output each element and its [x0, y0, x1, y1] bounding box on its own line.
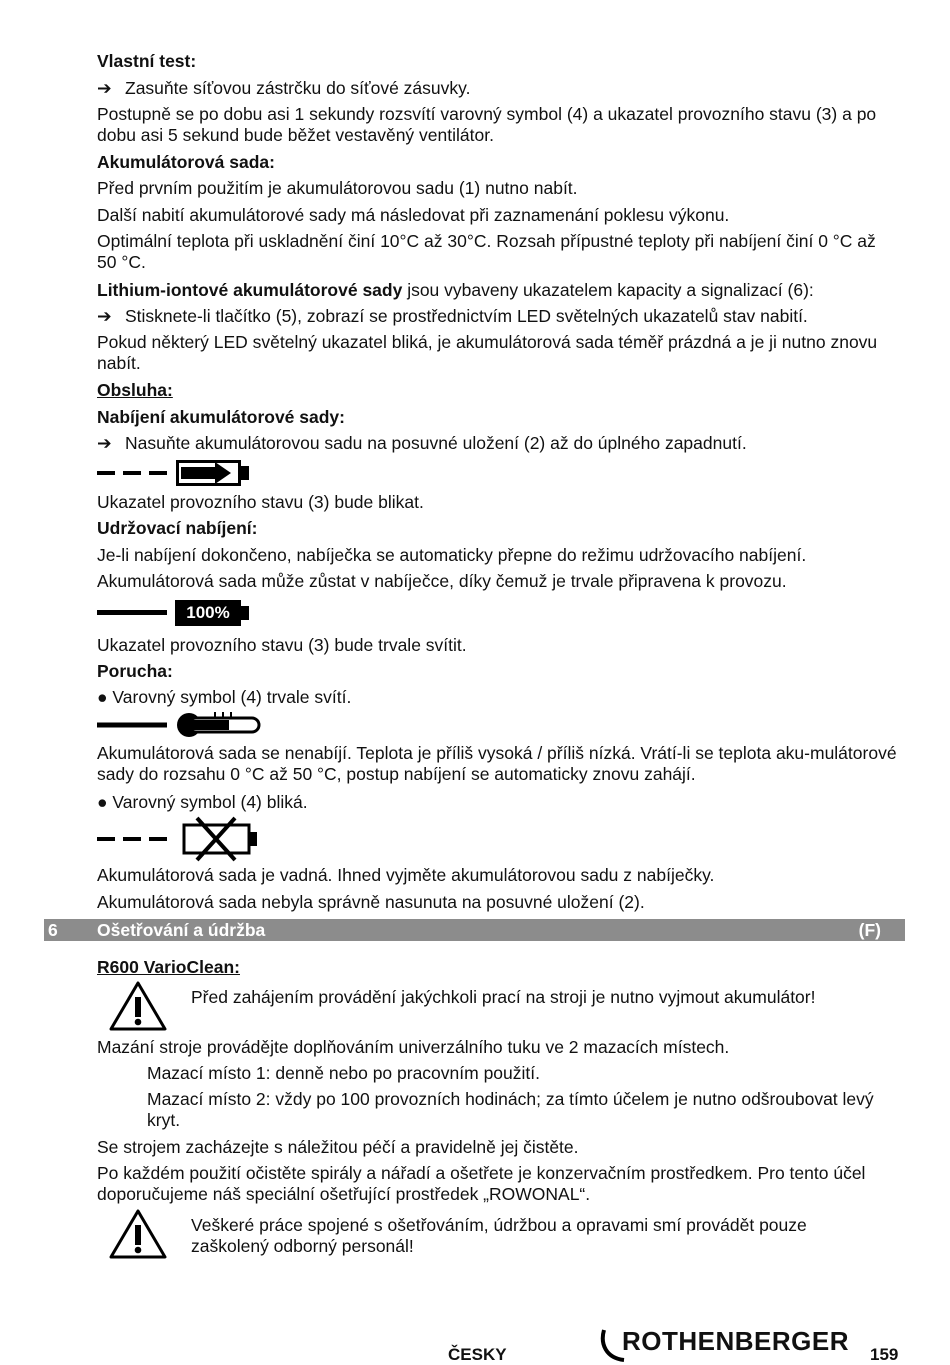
warning-triangle-icon	[108, 980, 168, 1032]
self-test-step-text: Zasuňte síťovou zástrčku do síťové zásuvky.	[125, 78, 471, 98]
fault2: ● Varovný symbol (4) bliká.	[97, 792, 308, 812]
battery-step-text: Stisknete-li tlačítko (5), zobrazí se prostřednictvím LED světelných ukazatelů stav nabití.	[125, 306, 808, 326]
section-header	[44, 919, 905, 941]
page-number: 159	[870, 1345, 899, 1364]
battery-full-label: 100%	[175, 600, 241, 626]
li-ion-paragraph	[97, 280, 897, 301]
thermometer-warning-icon	[97, 711, 267, 739]
maint-p2: Akumulátorová sada může zůstat v nabíječce, díky čemuž je trvale připravena k provozu.	[97, 571, 787, 591]
fault1-desc: Akumulátorová sada se nenabíjí. Teplota je příliš vysoká / příliš nízká. Vrátí-li se teplota aku-mulátorové sady do rozsahu 0 °C až 50 °C, postup nabíjení se automaticky znovu zahájí.	[97, 743, 897, 784]
arrow-right-icon: ➔	[97, 433, 112, 453]
model-heading: R600 VarioClean:	[97, 957, 240, 977]
li-ion-bold: Lithium-iontové akumulátorové sady	[97, 280, 403, 300]
arrow-right-icon: ➔	[97, 78, 112, 98]
fault2-desc2: Akumulátorová sada nebyla správně nasunuta na posuvné uložení (2).	[97, 892, 645, 912]
battery-p4: Pokud některý LED světelný ukazatel bliká, je akumulátorová sada téměř prázdná a je ji nutno znovu nabít.	[97, 332, 878, 373]
section-code: (F)	[858, 920, 881, 940]
fault-heading: Porucha:	[97, 661, 173, 681]
section-title: Ošetřování a údržba	[97, 920, 266, 940]
battery-p3: Optimální teplota při uskladnění činí 10°C až 30°C. Rozsah přípustné teploty při nabíjení činí 0 °C až 50 °C.	[97, 231, 876, 272]
self-test-step	[97, 78, 897, 99]
battery-step	[97, 306, 897, 327]
charging-step	[97, 433, 897, 454]
operation-heading: Obsluha:	[97, 380, 173, 400]
footer-language: ČESKY	[448, 1345, 507, 1364]
battery-full-icon	[97, 600, 257, 626]
care-p3: Po každém použití očistěte spirály a nářadí a ošetřete je konzervačním prostředkem. Pro tento účel doporučujeme náš speciální ošetřující prostředek „ROWONAL“.	[97, 1163, 866, 1204]
lube-point2: Mazací místo 2: vždy po 100 provozních hodinách; za tímto účelem je nutno odšroubovat levý kryt.	[147, 1089, 874, 1130]
care-p1: Mazání stroje provádějte doplňováním univerzálního tuku ve 2 mazacích místech.	[97, 1037, 730, 1057]
charging-step-text: Nasuňte akumulátorovou sadu na posuvné uložení (2) až do úplného zapadnutí.	[125, 433, 747, 453]
charging-indicator: Ukazatel provozního stavu (3) bude blikat.	[97, 492, 424, 512]
charging-heading: Nabíjení akumulátorové sady:	[97, 407, 345, 427]
maint-indicator: Ukazatel provozního stavu (3) bude trvale svítit.	[97, 635, 467, 655]
battery-p1: Před prvním použitím je akumulátorovou sadu (1) nutno nabít.	[97, 178, 578, 198]
charging-blink-icon	[97, 457, 257, 489]
warning-triangle-icon	[108, 1208, 168, 1260]
brand-name: ROTHENBERGER	[622, 1326, 850, 1356]
care-p2: Se strojem zacházejte s náležitou péčí a pravidelně jej čistěte.	[97, 1137, 579, 1157]
maint-p1: Je-li nabíjení dokončeno, nabíječka se automaticky přepne do režimu udržovacího nabíjení.	[97, 545, 807, 565]
maint-heading: Udržovací nabíjení:	[97, 518, 258, 538]
warning2-text: Veškeré práce spojené s ošetřováním, údržbou a opravami smí provádět pouze zaškolený odborný personál!	[191, 1215, 807, 1256]
arrow-right-icon: ➔	[97, 306, 112, 326]
self-test-heading: Vlastní test:	[97, 51, 197, 71]
section-number: 6	[48, 920, 58, 940]
battery-p2: Další nabití akumulátorové sady má následovat při zaznamenání poklesu výkonu.	[97, 205, 730, 225]
li-ion-rest: jsou vybaveny ukazatelem kapacity a signalizací (6):	[402, 280, 814, 300]
battery-defect-icon	[97, 816, 267, 862]
fault2-desc1: Akumulátorová sada je vadná. Ihned vyjměte akumulátorovou sadu z nabíječky.	[97, 865, 715, 885]
fault1: ● Varovný symbol (4) trvale svítí.	[97, 687, 352, 707]
battery-heading: Akumulátorová sada:	[97, 152, 275, 172]
self-test-desc: Postupně se po dobu asi 1 sekundy rozsvítí varovný symbol (4) a ukazatel provozního stavu (3) a po dobu asi 5 sekund bude běžet vestavěný ventilátor.	[97, 104, 877, 145]
warning1-text: Před zahájením provádění jakýchkoli prací na stroji je nutno vyjmout akumulátor!	[191, 987, 816, 1007]
lube-point1: Mazací místo 1: denně nebo po pracovním použití.	[147, 1063, 540, 1083]
